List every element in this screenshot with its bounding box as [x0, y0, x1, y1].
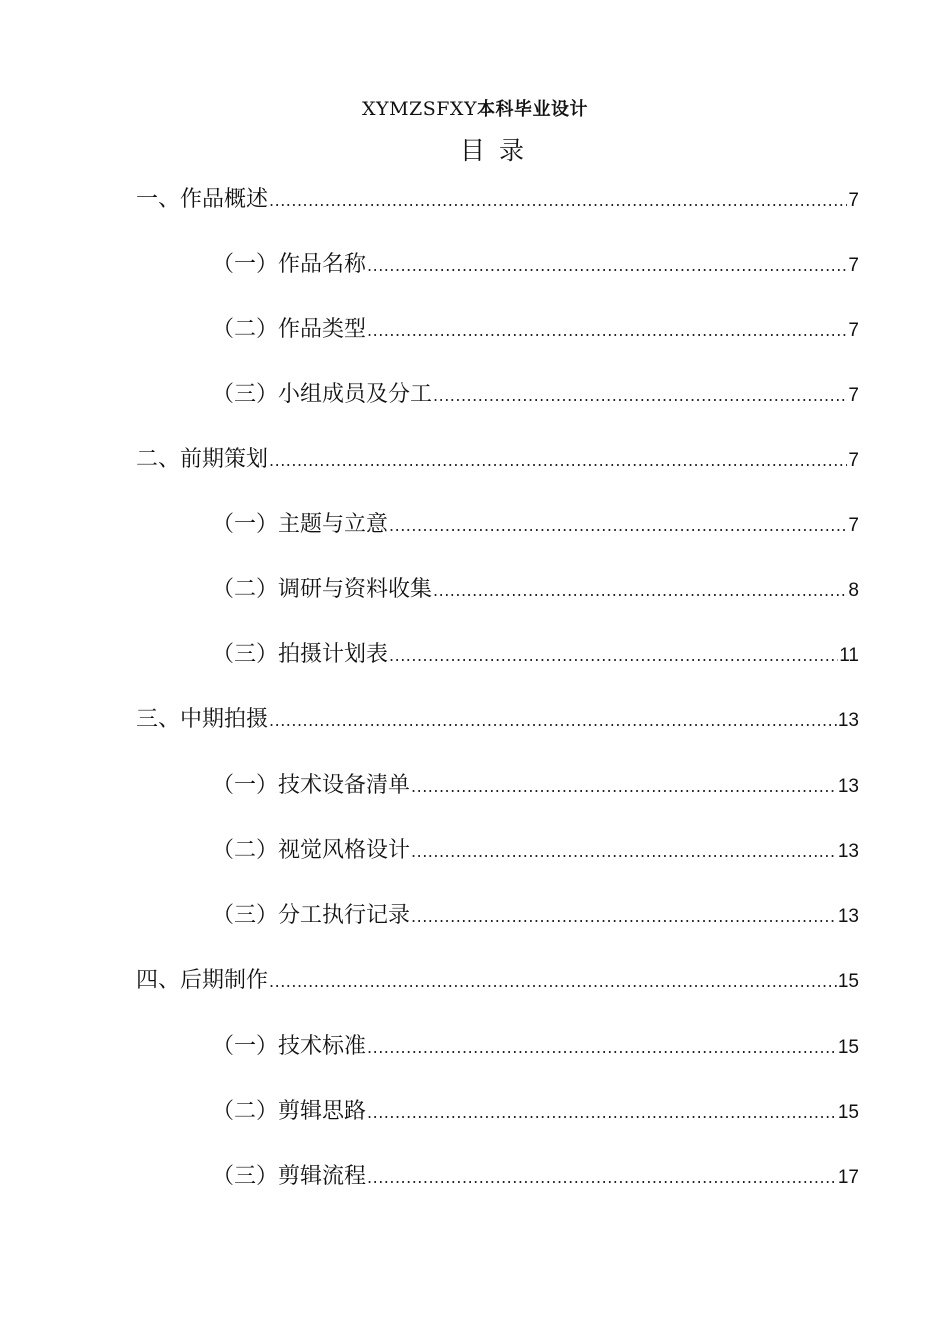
toc-page-number: 7: [848, 320, 859, 341]
toc-dot-leader: [411, 767, 837, 807]
toc-dot-leader: [367, 1093, 837, 1133]
toc-page-number: 7: [848, 385, 859, 406]
toc-dot-leader: [269, 962, 837, 1002]
toc-entry[interactable]: [212, 831, 859, 871]
toc-entry-label: （一）作品名称: [212, 252, 367, 277]
toc-dot-leader: [269, 441, 847, 481]
toc-page-number: 15: [837, 1037, 859, 1058]
toc-entry[interactable]: [212, 896, 859, 936]
toc-entry[interactable]: [212, 1092, 859, 1132]
toc-dot-leader: [411, 897, 837, 937]
toc-dot-leader: [433, 376, 847, 416]
toc-page-number: 13: [837, 906, 859, 927]
toc-entry-label: 二、前期策划: [136, 447, 269, 472]
toc-entry-label: 一、作品概述: [136, 187, 269, 212]
toc-dot-leader: [367, 1028, 837, 1068]
toc-page-number: 13: [837, 776, 859, 797]
toc-entry[interactable]: [212, 505, 859, 545]
toc-dot-leader: [367, 311, 847, 351]
header-school-code: XYMZSFXY: [362, 98, 477, 120]
toc-entry-label: （二）剪辑思路: [212, 1099, 367, 1124]
toc-entry-label: （二）视觉风格设计: [212, 838, 411, 863]
toc-page-number: 13: [837, 710, 859, 731]
toc-entry[interactable]: [212, 570, 859, 610]
toc-entry-label: （二）作品类型: [212, 317, 367, 342]
toc-entry[interactable]: [212, 1027, 859, 1067]
toc-page-number: 13: [837, 841, 859, 862]
toc-dot-leader: [367, 246, 847, 286]
toc-entry[interactable]: [136, 961, 859, 1001]
toc-entry[interactable]: [136, 700, 859, 740]
toc-dot-leader: [433, 571, 847, 611]
toc-dot-leader: [269, 701, 837, 741]
toc-entry-label: （一）主题与立意: [212, 512, 389, 537]
toc-page-number: 7: [848, 190, 859, 211]
toc-dot-leader: [367, 1158, 837, 1198]
toc-entry-label: （三）小组成员及分工: [212, 382, 433, 407]
toc-dot-leader: [411, 832, 837, 872]
page-header: [0, 94, 950, 125]
toc-entry-label: 三、中期拍摄: [136, 707, 269, 732]
toc-entry[interactable]: [212, 1157, 859, 1197]
toc-page-number: 11: [839, 645, 859, 666]
toc-dot-leader: [389, 636, 838, 676]
toc-title: 目录: [459, 136, 538, 165]
toc-entry-label: （三）剪辑流程: [212, 1164, 367, 1189]
toc-page-number: 15: [837, 971, 859, 992]
toc-entry-label: （三）分工执行记录: [212, 903, 411, 928]
toc-page-number: 15: [837, 1102, 859, 1123]
toc-page-number: 7: [848, 255, 859, 276]
toc-page-number: 17: [837, 1167, 859, 1188]
toc-entry-label: 四、后期制作: [136, 968, 269, 993]
toc-entry-label: （一）技术标准: [212, 1034, 367, 1059]
toc-title-container: [0, 133, 950, 169]
toc-entry[interactable]: [212, 766, 859, 806]
toc-entry-label: （一）技术设备清单: [212, 773, 411, 798]
toc-entry-label: （二）调研与资料收集: [212, 577, 433, 602]
toc-entry[interactable]: [136, 440, 859, 480]
toc-entry[interactable]: [212, 310, 859, 350]
toc-entry[interactable]: [212, 245, 859, 285]
toc-dot-leader: [389, 506, 847, 546]
toc-page-number: 7: [848, 515, 859, 536]
toc-entry[interactable]: [136, 180, 859, 220]
toc-dot-leader: [269, 181, 847, 221]
header-document-type: 本科毕业设计: [477, 99, 588, 120]
toc-entry[interactable]: [212, 635, 859, 675]
toc-entry[interactable]: [212, 375, 859, 415]
toc-page-number: 7: [848, 450, 859, 471]
toc-page-number: 8: [848, 580, 859, 601]
toc-entry-label: （三）拍摄计划表: [212, 642, 389, 667]
